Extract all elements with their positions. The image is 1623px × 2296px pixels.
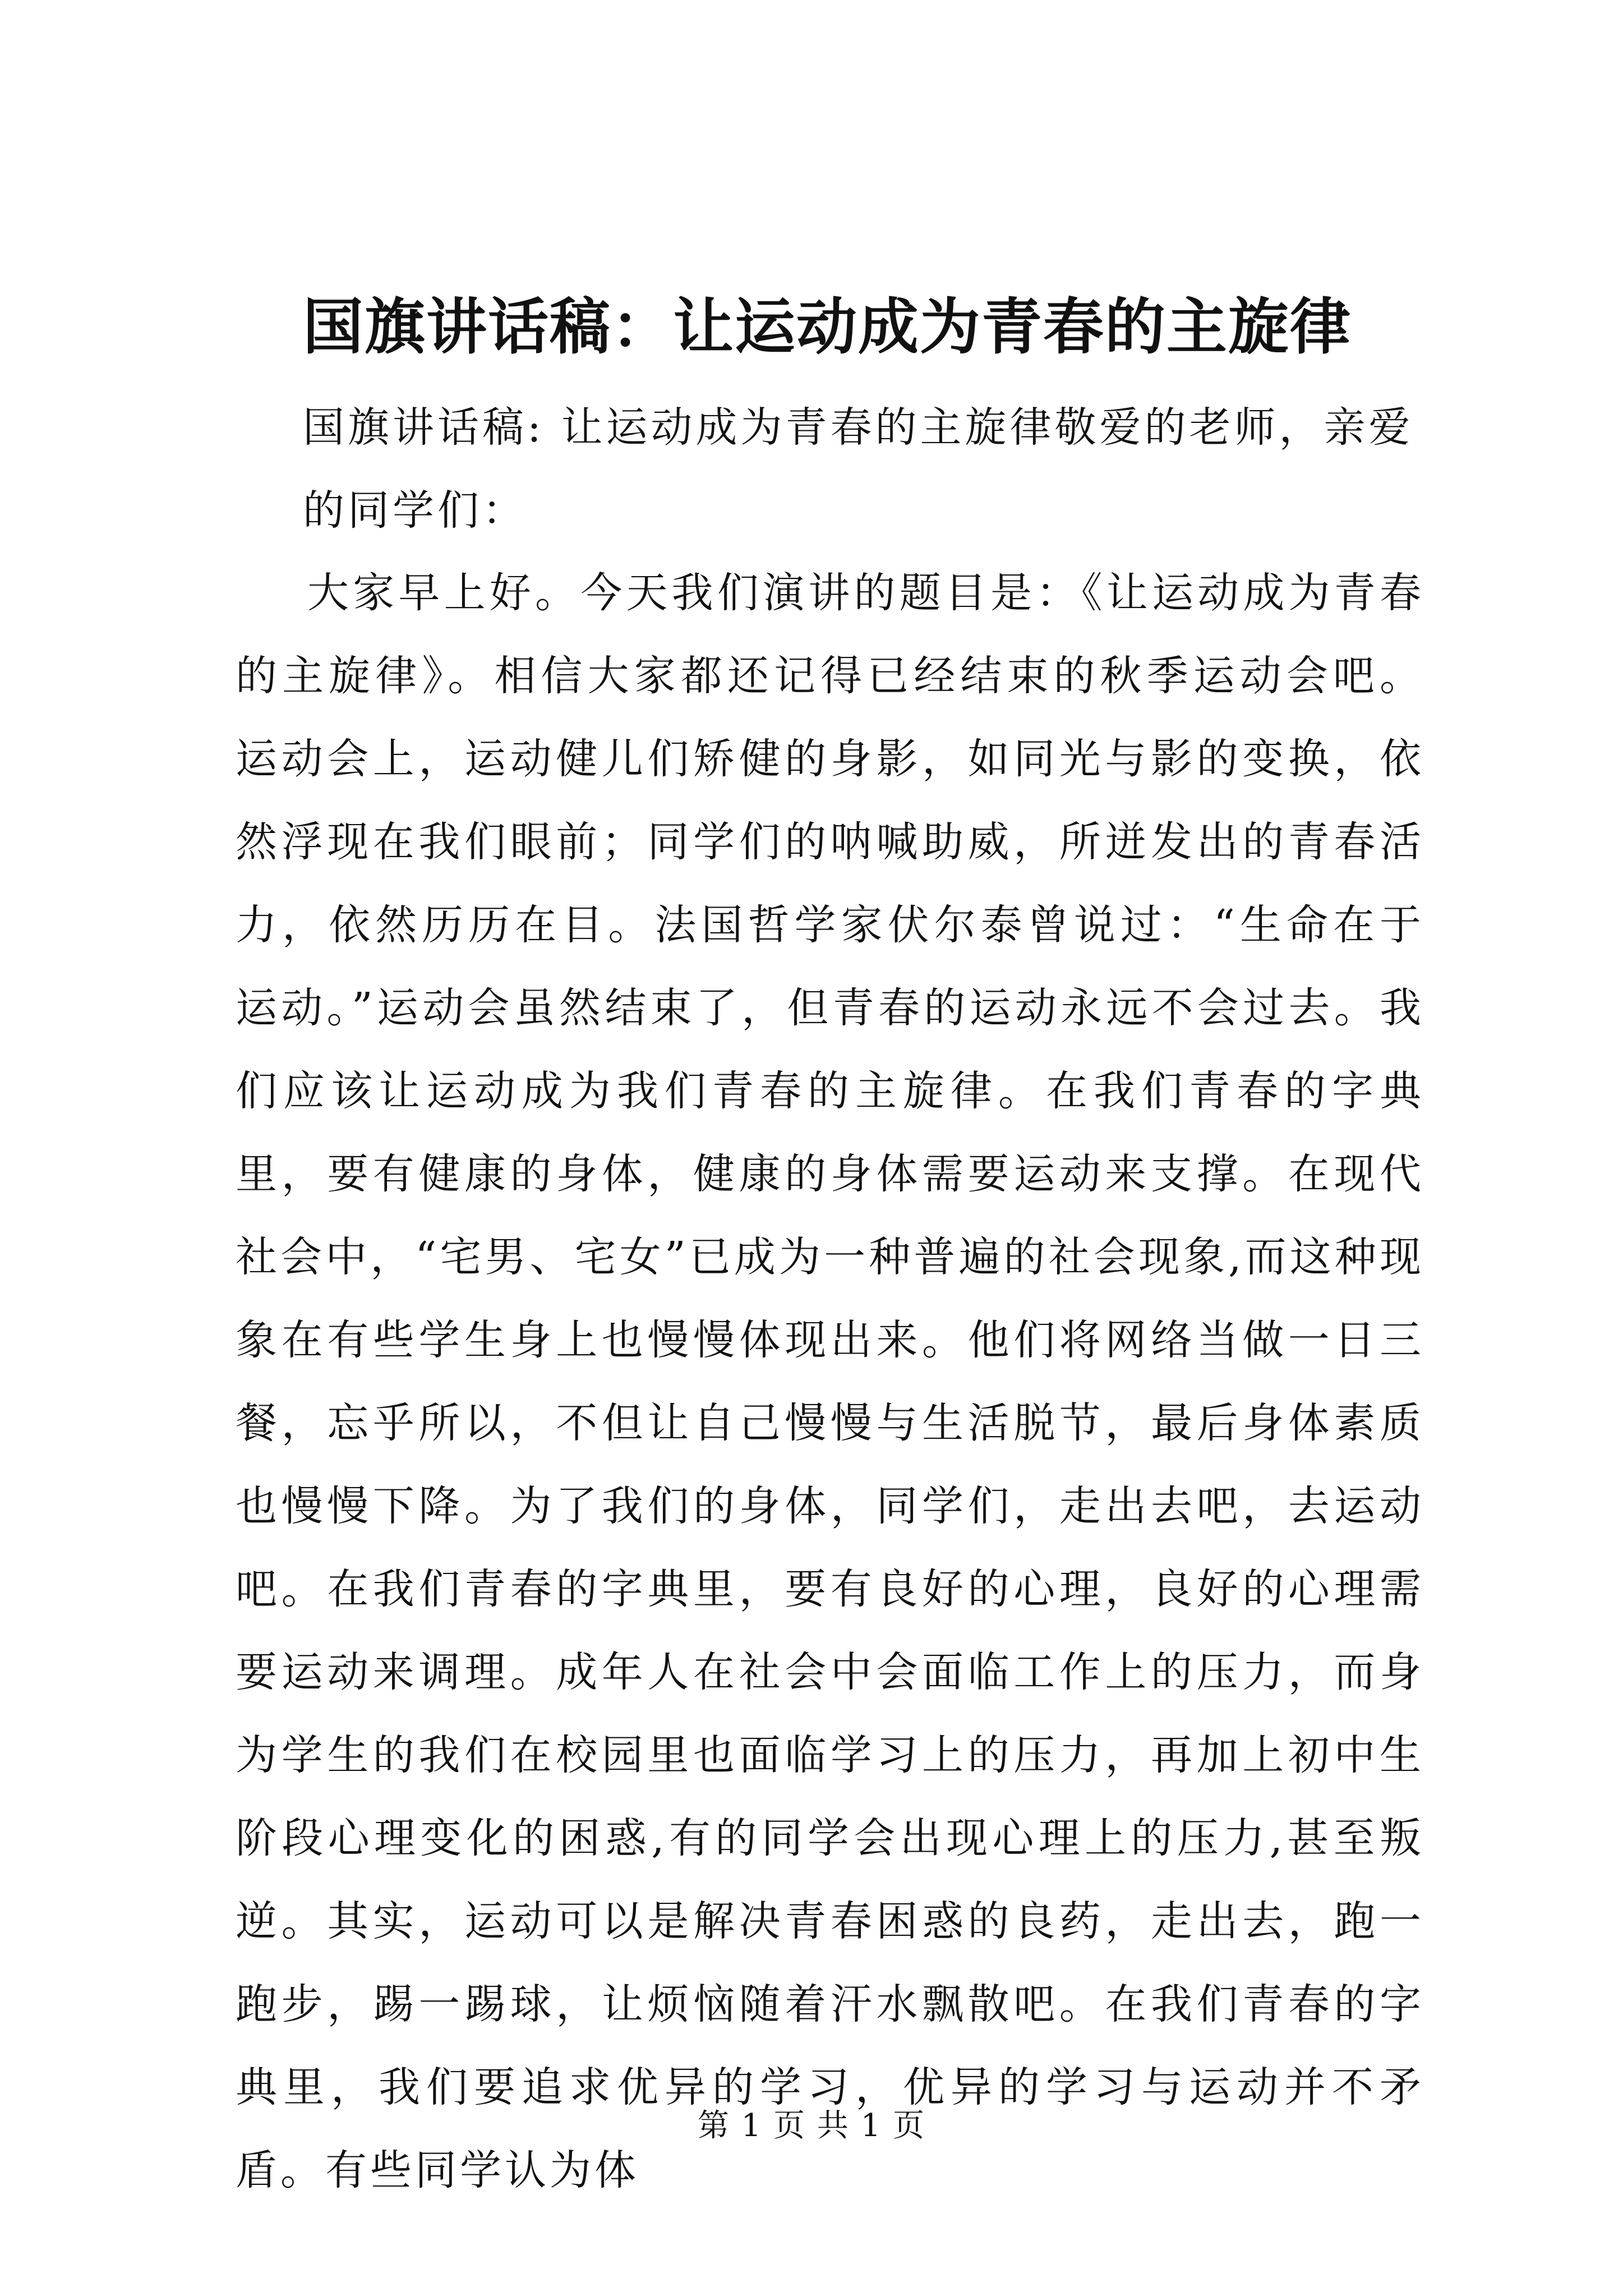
- document-title: 国旗讲话稿：让运动成为青春的主旋律: [303, 292, 1352, 362]
- body-paragraph: 大家早上好。今天我们演讲的题目是：《让运动成为青春的主旋律》。相信大家都还记得已经结束的秋季运动会吧。运动会上，运动健儿们矫健的身影，如同光与影的变换，依然浮现在我们眼前；同学们的呐喊助威，所迸发出的青春活力，依然历历在目。法国哲学家伏尔泰曾说过：“生命在于运动。”运动会虽然结束了，但青春的运动永远不会过去。我们应该让运动成为我们青春的主旋律。在我们青春的字典里，要有健康的身体，健康的身体需要运动来支撑。在现代社会中，“宅男、宅女”已成为一种普遍的社会现象,而这种现象在有些学生身上也慢慢体现出来。他们将网络当做一日三餐，忘乎所以，不但让自己慢慢与生活脱节，最后身体素质也慢慢下降。为了我们的身体，同学们，走出去吧，去运动吧。在我们青春的字典里，要有良好的心理，良好的心理需要运动来调理。成年人在社会中会面临工作上的压力，而身为学生的我们在校园里也面临学习上的压力，再加上初中生阶段心理变化的困惑,有的同学会出现心理上的压力,甚至叛逆。其实，运动可以是解决青春困惑的良药，走出去，跑一跑步，踢一踢球，让烦恼随着汗水飘散吧。在我们青春的字典里，我们要追求优异的学习，优异的学习与运动并不矛盾。有些同学认为体: [236, 569, 1424, 2194]
- salutation-paragraph: 国旗讲话稿: 让运动成为青春的主旋律敬爱的老师，亲爱的同学们：: [303, 403, 1414, 535]
- page-footer: 第 1 页 共 1 页: [697, 2108, 926, 2144]
